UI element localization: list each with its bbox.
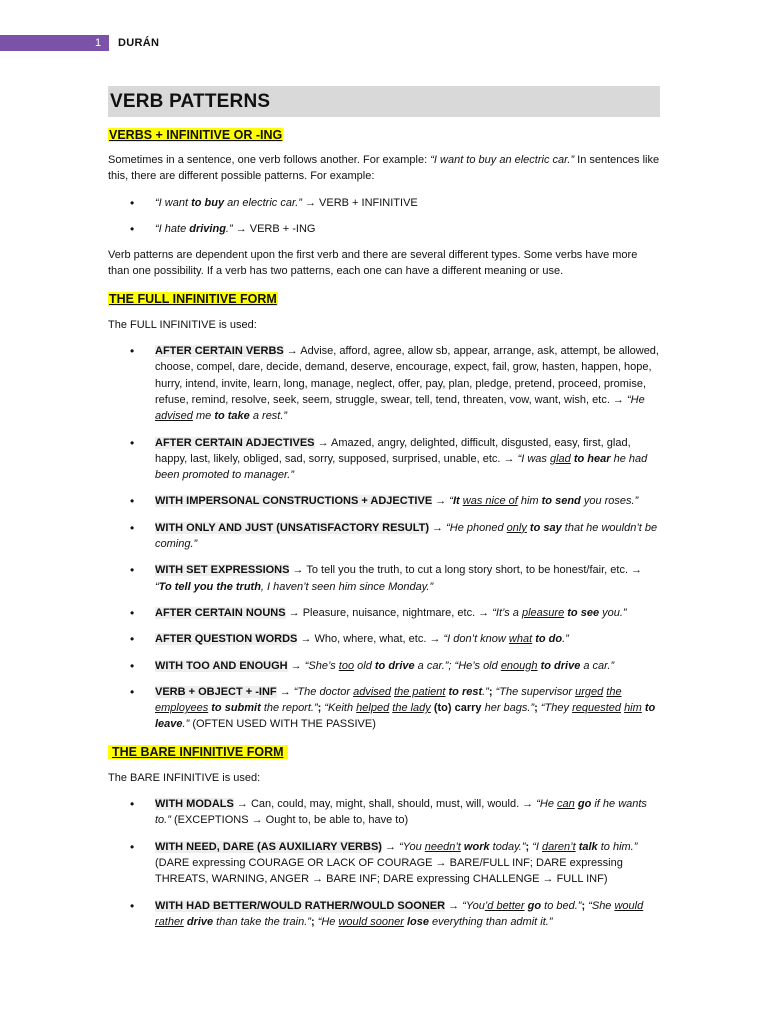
list-item: • WITH TOO AND ENOUGH → “She’s too old to drive a car.”; “He’s old enough to drive a car.” xyxy=(108,658,660,674)
list-item: • “I want to buy an electric car.” → VERB + INFINITIVE xyxy=(108,195,660,211)
list-item: • WITH HAD BETTER/WOULD RATHER/WOULD SOONER → “You’d better go to bed.”; “She would rather drive than take the train.”; “He would sooner lose everything than admit it.” xyxy=(108,898,660,931)
section-heading-full-infinitive: THE FULL INFINITIVE FORM xyxy=(109,291,277,306)
list-item: • AFTER CERTAIN NOUNS → Pleasure, nuisance, nightmare, etc. → “It’s a pleasure to see you.” xyxy=(108,605,660,621)
list-item: • “I hate driving.” → VERB + -ING xyxy=(108,221,660,237)
list-item: • AFTER QUESTION WORDS → Who, where, what, etc. → “I don’t know what to do.” xyxy=(108,631,660,647)
list-item: • WITH NEED, DARE (AS AUXILIARY VERBS) → “You needn’t work today.”; “I daren’t talk to him.” (DARE expressing COURAGE OR LACK OF COURAGE → BARE/FULL INF; DARE expressing THREATS, WARNING, ANGER → BARE INF; DARE expressing CHALLENGE → FULL INF) xyxy=(108,839,660,888)
page-title: VERB PATTERNS xyxy=(108,86,660,117)
page-number: 1 xyxy=(94,37,102,49)
list-item: • WITH IMPERSONAL CONSTRUCTIONS + ADJECTIVE → “It was nice of him to send you roses.” xyxy=(108,493,660,509)
full-infinitive-list xyxy=(108,343,660,733)
list-item: • AFTER CERTAIN ADJECTIVES → Amazed, angry, delighted, difficult, disgusted, easy, first, glad, happy, last, likely, obliged, sad, sorry, supposed, surprised, unable, etc. → “I was glad to hear he had been promoted to manager.” xyxy=(108,435,660,484)
list-item: • VERB + OBJECT + -INF → “The doctor advised the patient to rest.”; “The supervisor urged the employees to submit the report.”; “Keith helped the lady (to) carry her bags.”; “They requested him to leave.” (OFTEN USED WITH THE PASSIVE) xyxy=(108,684,660,733)
list-item: • WITH SET EXPRESSIONS → To tell you the truth, to cut a long story short, to be honest/fair, etc. → “To tell you the truth, I haven’t seen him since Monday.” xyxy=(108,562,660,595)
bare-infinitive-list xyxy=(108,796,660,930)
section-heading-verbs-infinitive-ing: VERBS + INFINITIVE OR -ING xyxy=(109,128,283,142)
list-item: • WITH MODALS → Can, could, may, might, shall, should, must, will, would. → “He can go if he wants to.” (EXCEPTIONS → Ought to, be able to, have to) xyxy=(108,796,660,829)
list-item: • AFTER CERTAIN VERBS → Advise, afford, agree, allow sb, appear, arrange, ask, attempt, be allowed, choose, compel, dare, decide, demand, deserve, encourage, expect, fail, grow, hasten, happen, hope, hurry, intend, invite, learn, long, manage, neglect, offer, pay, plan, pledge, pretend, proceed, promise, refuse, remind, resolve, seek, seem, struggle, swear, tell, tend, threaten, vow, want, wish, etc. → “He advised me to take a rest.” xyxy=(108,343,660,424)
verb-patterns-paragraph: Verb patterns are dependent upon the first verb and there are several different types. Some verbs have more than one possibility. If a verb has two patterns, each one can have a different meaning or use. xyxy=(108,249,638,278)
section-heading-bare-infinitive: THE BARE INFINITIVE FORM xyxy=(108,744,660,760)
bare-infinitive-intro: The BARE INFINITIVE is used: xyxy=(108,771,261,784)
full-infinitive-intro: The FULL INFINITIVE is used: xyxy=(108,318,257,331)
pattern-example-list xyxy=(108,195,660,238)
header-author: DURÁN xyxy=(118,37,160,49)
document-body xyxy=(108,86,660,930)
list-item: • WITH ONLY AND JUST (UNSATISFACTORY RESULT) → “He phoned only to say that he wouldn’t be coming.” xyxy=(108,520,660,553)
intro-paragraph: Sometimes in a sentence, one verb follows another. For example: “I want to buy an electric car.” In sentences like this, there are different possible patterns. For example: xyxy=(108,154,660,183)
